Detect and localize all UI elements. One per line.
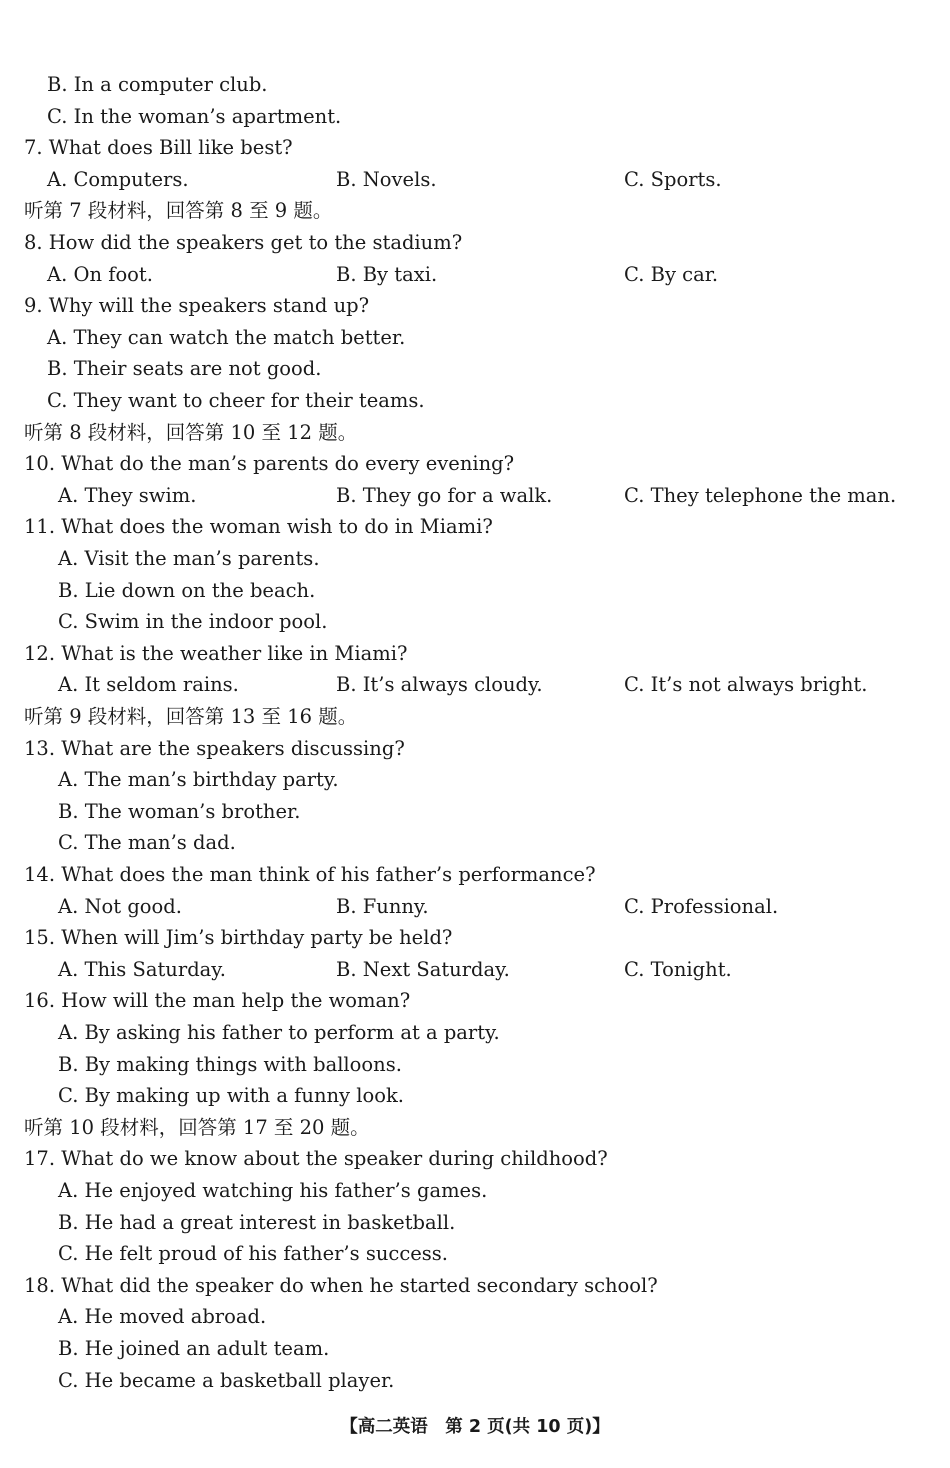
answer-option: B. By making things with balloons. — [58, 1053, 402, 1076]
question: 8. How did the speakers get to the stadium? — [24, 231, 463, 254]
answer-option-b: B. Novels. — [336, 168, 437, 191]
answer-option: A. The man’s birthday party. — [58, 768, 339, 791]
answer-option-a: A. They swim. — [58, 484, 197, 507]
answer-option: A. He enjoyed watching his father’s games. — [58, 1179, 488, 1202]
answer-option: C. Swim in the indoor pool. — [58, 610, 328, 633]
answer-option-b: B. By taxi. — [336, 263, 438, 286]
answer-option-b: B. It’s always cloudy. — [336, 673, 543, 696]
answer-option-c: C. By car. — [624, 263, 719, 286]
question: 15. When will Jim’s birthday party be held? — [24, 926, 453, 949]
question: 12. What is the weather like in Miami? — [24, 642, 408, 665]
answer-option-c: C. Sports. — [624, 168, 722, 191]
answer-option-a: A. Not good. — [58, 895, 182, 918]
section-instruction: 听第 7 段材料，回答第 8 至 9 题。 — [24, 199, 333, 222]
answer-option-b: B. Next Saturday. — [336, 958, 510, 981]
answer-option-c: C. Tonight. — [624, 958, 732, 981]
answer-option-b: B. They go for a walk. — [336, 484, 553, 507]
answer-option: C. In the woman’s apartment. — [47, 105, 342, 128]
question: 10. What do the man’s parents do every evening? — [24, 452, 515, 475]
answer-option: A. He moved abroad. — [58, 1305, 267, 1328]
question: 9. Why will the speakers stand up? — [24, 294, 370, 317]
page-footer: 【高二英语 第 2 页(共 10 页)】 — [340, 1417, 610, 1437]
answer-option: C. He became a basketball player. — [58, 1369, 395, 1392]
question: 14. What does the man think of his father’s performance? — [24, 863, 596, 886]
section-instruction: 听第 10 段材料，回答第 17 至 20 题。 — [24, 1116, 370, 1139]
answer-option: B. He had a great interest in basketball. — [58, 1211, 456, 1234]
answer-option: A. By asking his father to perform at a party. — [58, 1021, 500, 1044]
answer-option-c: C. Professional. — [624, 895, 779, 918]
answer-option: B. The woman’s brother. — [58, 800, 301, 823]
question: 18. What did the speaker do when he started secondary school? — [24, 1274, 658, 1297]
answer-option-b: B. Funny. — [336, 895, 429, 918]
answer-option: A. They can watch the match better. — [47, 326, 406, 349]
answer-option-c: C. They telephone the man. — [624, 484, 897, 507]
answer-option: B. Their seats are not good. — [47, 357, 322, 380]
question: 13. What are the speakers discussing? — [24, 737, 405, 760]
question: 17. What do we know about the speaker during childhood? — [24, 1147, 608, 1170]
answer-option-a: A. This Saturday. — [58, 958, 226, 981]
answer-option: B. He joined an adult team. — [58, 1337, 330, 1360]
section-instruction: 听第 8 段材料，回答第 10 至 12 题。 — [24, 421, 358, 444]
answer-option: C. The man’s dad. — [58, 831, 236, 854]
answer-option: B. Lie down on the beach. — [58, 579, 316, 602]
answer-option-c: C. It’s not always bright. — [624, 673, 868, 696]
answer-option: A. Visit the man’s parents. — [58, 547, 320, 570]
answer-option-a: A. On foot. — [47, 263, 153, 286]
question: 16. How will the man help the woman? — [24, 989, 411, 1012]
question: 11. What does the woman wish to do in Miami? — [24, 515, 493, 538]
answer-option-a: A. Computers. — [47, 168, 189, 191]
section-instruction: 听第 9 段材料，回答第 13 至 16 题。 — [24, 705, 358, 728]
answer-option-a: A. It seldom rains. — [58, 673, 239, 696]
answer-option: C. They want to cheer for their teams. — [47, 389, 425, 412]
answer-option: B. In a computer club. — [47, 73, 268, 96]
question: 7. What does Bill like best? — [24, 136, 293, 159]
answer-option: C. He felt proud of his father’s success. — [58, 1242, 448, 1265]
answer-option: C. By making up with a funny look. — [58, 1084, 405, 1107]
